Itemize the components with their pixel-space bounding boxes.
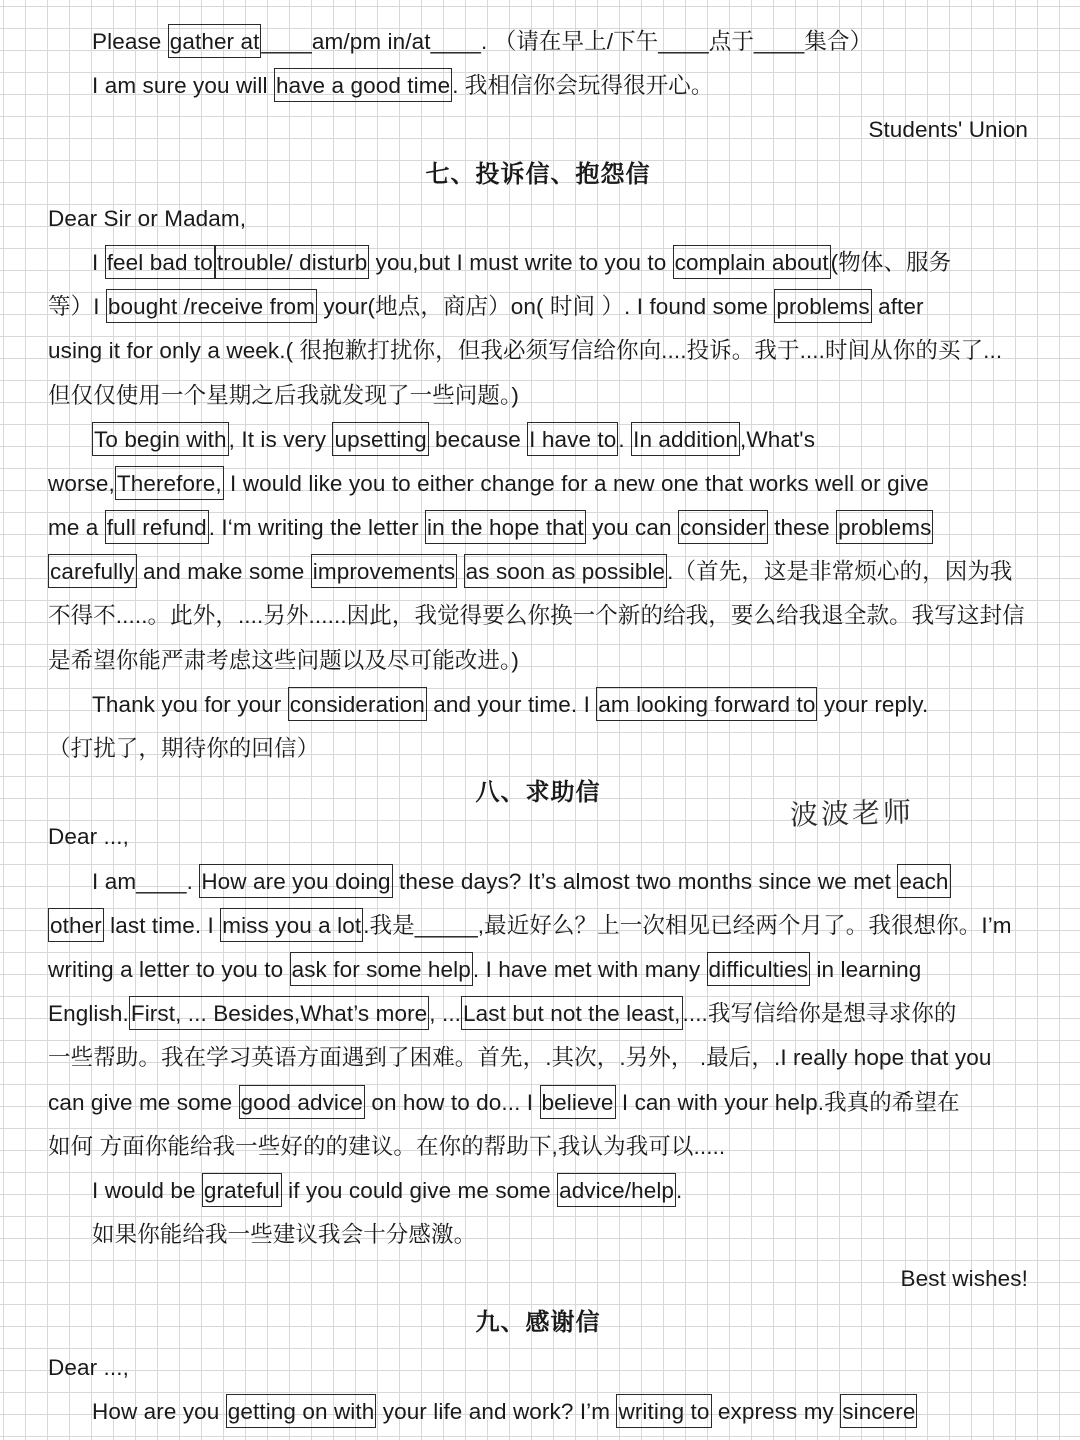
text-segment: , ... — [429, 1001, 462, 1027]
boxed-phrase: full refund — [105, 510, 209, 544]
text-segment: I — [92, 249, 105, 275]
boxed-phrase: as soon as possible — [464, 554, 668, 588]
section-heading — [48, 1301, 1028, 1345]
text-segment: 一些帮助。我在学习英语方面遇到了困难。首先，.其次，.另外， .最后，.I really hope that you — [48, 1045, 992, 1071]
text-segment: Dear ..., — [48, 824, 129, 850]
text-line — [48, 374, 1028, 418]
text-line — [48, 64, 1028, 108]
boxed-phrase: complain about — [673, 245, 831, 279]
text-line — [48, 462, 1028, 506]
text-segment: I would like you to either change for a new one that works well or give — [223, 470, 929, 496]
boxed-phrase: upsetting — [332, 422, 428, 456]
text-segment: 七、投诉信、抱怨信 — [425, 160, 651, 188]
text-segment: using it for only a week.( 很抱歉打扰你，但我必须写信给你向....投诉。我于....时间从你的买了... — [48, 338, 1003, 364]
text-segment: ....我写信给你是想寻求你的 — [682, 1001, 957, 1027]
boxed-phrase: grateful — [202, 1173, 282, 1207]
text-line — [48, 639, 1028, 683]
text-line — [48, 197, 1028, 241]
text-segment: I am sure you will — [92, 73, 274, 99]
boxed-phrase: sincere — [840, 1394, 917, 1428]
text-line — [48, 108, 1028, 152]
text-segment: Best wishes! — [900, 1266, 1028, 1292]
text-line — [48, 992, 1028, 1036]
text-segment: express my — [711, 1398, 841, 1424]
text-segment: English. — [48, 1001, 129, 1027]
boxed-phrase: writing to — [616, 1394, 711, 1428]
text-segment: . — [676, 1177, 683, 1203]
boxed-phrase: improvements — [311, 554, 458, 588]
boxed-phrase: am looking forward to — [596, 687, 817, 721]
text-line — [48, 241, 1028, 285]
text-line — [48, 904, 1028, 948]
text-segment: Dear ..., — [48, 1354, 129, 1380]
text-segment: 如果你能给我一些建议我会十分感激。 — [92, 1222, 477, 1248]
text-segment: . — [618, 426, 632, 452]
text-segment: Please — [92, 29, 168, 54]
text-segment: ,What's — [740, 426, 816, 452]
text-line — [48, 285, 1028, 329]
boxed-phrase: In addition — [631, 422, 740, 456]
text-segment: worse, — [48, 470, 115, 496]
text-segment: I am____. — [92, 868, 200, 894]
boxed-phrase: problems — [836, 510, 933, 544]
text-segment: and your time. I — [426, 691, 597, 717]
text-line — [48, 506, 1028, 550]
text-segment: 不得不.....。此外，....另外......因此，我觉得要么你换一个新的给我，要么给我退全款。我写这封信 — [48, 603, 1025, 629]
text-segment: after — [871, 294, 924, 320]
boxed-phrase: ask for some help — [290, 952, 473, 986]
text-segment: these — [767, 515, 837, 541]
boxed-phrase: Last but not the least, — [461, 996, 682, 1030]
text-segment: . I have met with many — [472, 956, 707, 982]
text-segment: last time. I — [103, 912, 221, 938]
boxed-phrase: Therefore, — [115, 466, 224, 500]
text-line — [48, 20, 1028, 64]
text-segment: because — [428, 426, 528, 452]
text-segment: your(地点，商店）on( 时间 ）. I found some — [317, 294, 775, 320]
text-segment: I can with your help.我真的希望在 — [615, 1089, 960, 1115]
text-segment: 等）I — [48, 294, 106, 320]
text-segment: （打扰了，期待你的回信） — [48, 736, 320, 761]
text-segment: me a — [48, 515, 105, 541]
text-segment: you can — [585, 515, 678, 541]
text-segment: in learning — [810, 956, 922, 982]
text-segment: writing a letter to you to — [48, 956, 290, 982]
text-segment: your reply. — [817, 691, 929, 717]
boxed-phrase: difficulties — [707, 952, 811, 986]
text-segment: , It is very — [228, 426, 333, 452]
boxed-phrase: other — [48, 908, 104, 942]
text-line — [48, 1169, 1028, 1213]
section-heading — [48, 153, 1028, 197]
boxed-phrase: problems — [774, 289, 871, 323]
text-segment: if you could give me some — [281, 1177, 558, 1203]
boxed-phrase: I have to — [527, 422, 618, 456]
text-segment: 如何 方面你能给我一些好的的建议。在你的帮助下,我认为我可以..... — [48, 1133, 726, 1159]
text-segment: Dear Sir or Madam, — [48, 205, 247, 231]
text-segment: and make some — [136, 559, 311, 585]
text-line — [48, 1257, 1028, 1301]
text-line — [48, 1213, 1028, 1257]
text-line — [48, 550, 1028, 594]
boxed-phrase: good advice — [239, 1085, 365, 1119]
text-segment: these days? It’s almost two months since we met — [392, 868, 898, 894]
boxed-phrase: in the hope that — [425, 510, 586, 544]
boxed-phrase: miss you a lot — [220, 908, 363, 942]
text-segment: 但仅仅使用一个星期之后我就发现了一些问题。) — [48, 382, 519, 408]
text-line — [48, 1036, 1028, 1080]
text-line — [48, 1346, 1028, 1390]
boxed-phrase: getting on with — [226, 1394, 377, 1428]
text-line — [48, 1125, 1028, 1169]
boxed-phrase: each — [897, 864, 950, 898]
text-segment: I would be — [92, 1177, 202, 1203]
boxed-phrase: feel bad to — [105, 245, 215, 279]
text-line — [48, 860, 1028, 904]
text-segment: 是希望你能严肃考虑这些问题以及尽可能改进。) — [48, 647, 519, 673]
boxed-phrase: How are you doing — [199, 864, 392, 898]
text-line — [48, 1390, 1028, 1434]
text-line — [48, 948, 1028, 992]
boxed-phrase: advice/help — [557, 1173, 676, 1207]
text-line — [48, 418, 1028, 462]
text-line — [48, 1081, 1028, 1125]
author-signature: 波波老师 — [789, 795, 915, 832]
text-segment: .（首先，这是非常烦心的，因为我 — [667, 559, 1013, 585]
boxed-phrase: First, ... Besides,What’s more — [129, 996, 429, 1030]
text-segment: . I‘m writing the letter — [208, 515, 426, 541]
boxed-phrase: believe — [540, 1085, 616, 1119]
text-segment: your life and work? I’m — [376, 1398, 617, 1424]
text-segment: 九、感谢信 — [475, 1309, 601, 1337]
boxed-phrase: carefully — [48, 554, 137, 588]
boxed-phrase: trouble/ disturb — [215, 245, 369, 279]
boxed-phrase: bought /receive from — [106, 289, 317, 323]
text-segment: . 我相信你会玩得很开心。 — [452, 73, 714, 99]
document-page — [48, 20, 1028, 1434]
text-line — [48, 594, 1028, 638]
text-segment: (物体、服务 — [830, 249, 952, 275]
text-segment: Students' Union — [868, 117, 1028, 143]
text-segment: you,but I must write to you to — [369, 249, 673, 275]
text-segment: on how to do... I — [365, 1089, 540, 1115]
boxed-phrase: gather at — [168, 24, 262, 58]
boxed-phrase: consider — [678, 510, 768, 544]
text-line — [48, 329, 1028, 373]
text-segment: 八、求助信 — [475, 779, 601, 807]
text-line — [48, 727, 1028, 771]
boxed-phrase: To begin with — [92, 422, 229, 456]
text-segment — [457, 559, 463, 584]
text-segment: .我是_____,最近好么？上一次相见已经两个月了。我很想你。I’m — [363, 912, 1012, 938]
text-segment: How are you — [92, 1398, 226, 1424]
text-segment: can give me some — [48, 1089, 239, 1115]
text-line — [48, 683, 1028, 727]
boxed-phrase: have a good time — [274, 68, 452, 102]
text-segment: Thank you for your — [92, 691, 288, 717]
text-segment: ____am/pm in/at____. （请在早上/下午____点于____集合） — [261, 29, 873, 54]
boxed-phrase: consideration — [288, 687, 427, 721]
